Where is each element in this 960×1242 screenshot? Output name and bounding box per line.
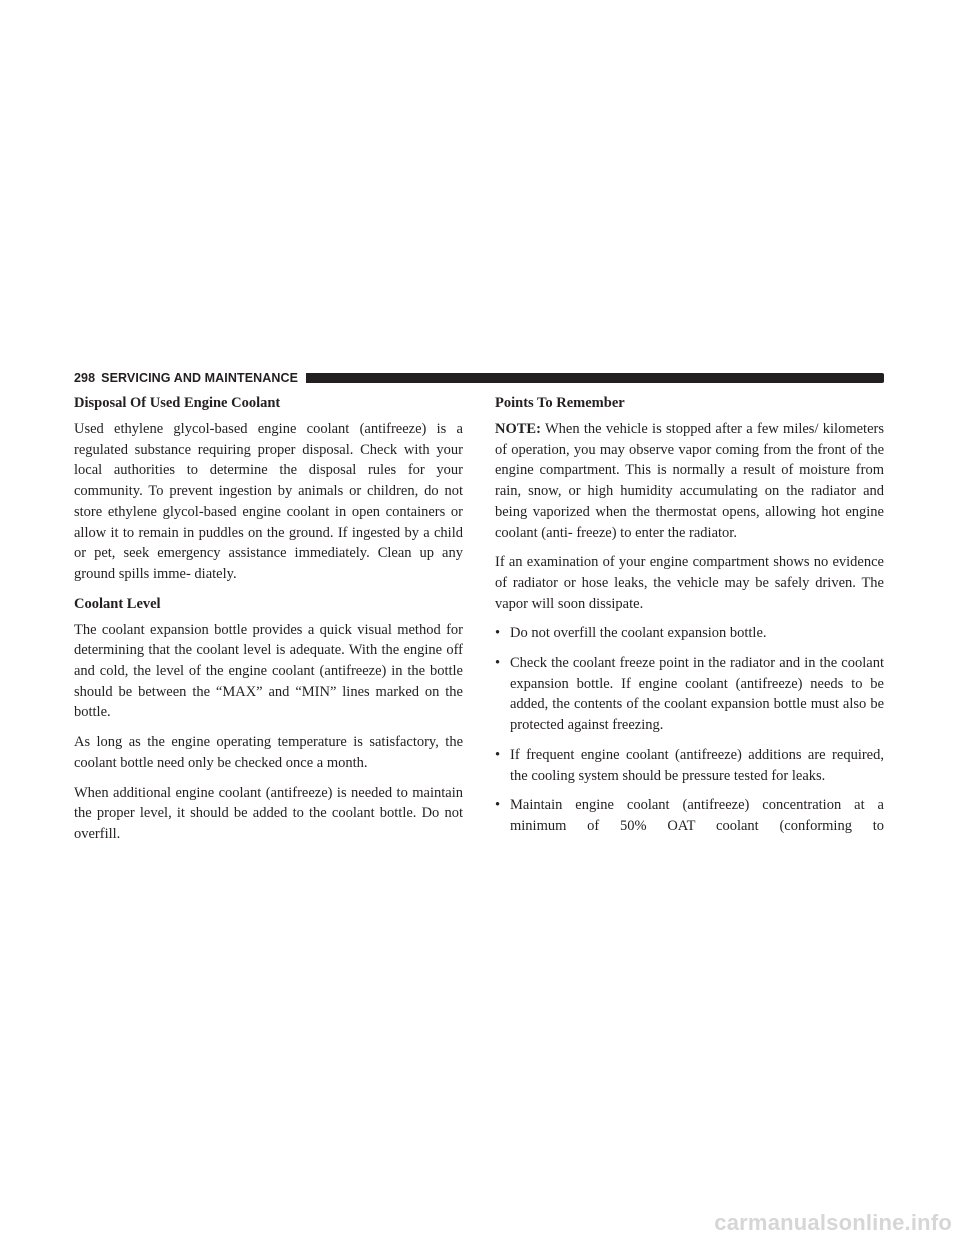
list-item bbox=[495, 795, 884, 836]
note-text: When the vehicle is stopped after a few miles/ kilometers of operation, you may observe vapor coming from the front of the engine compartment. This is normally a result of moisture from rain, snow, or high humidity accumulating on the radiator and being vaporized when the thermostat opens, allowing hot engine coolant (anti- freeze) to enter the radiator. bbox=[495, 421, 884, 541]
watermark: carmanualsonline.info bbox=[714, 1210, 952, 1235]
bullet-icon: • bbox=[495, 746, 501, 763]
page-header bbox=[74, 370, 884, 386]
list-item bbox=[495, 745, 884, 786]
list-item-text: Check the coolant freeze point in the radiator and in the coolant expansion bottle. If engine coolant (antifreeze) needs to be added, the contents of the coolant expansion bottle must also be protected against freezing. bbox=[510, 655, 884, 734]
paragraph-coolant-level-3: When additional engine coolant (antifreeze) is needed to maintain the proper level, it should be added to the coolant bottle. Do not overfill. bbox=[74, 784, 463, 842]
note-label: NOTE: bbox=[495, 421, 541, 437]
bullet-icon: • bbox=[495, 625, 501, 642]
list-item-text: If frequent engine coolant (antifreeze) additions are required, the cooling system should be pressure tested for leaks. bbox=[510, 746, 884, 784]
heading-points-to-remember: Points To Remember bbox=[495, 395, 625, 411]
bullet-icon: • bbox=[495, 655, 501, 672]
list-item bbox=[495, 653, 884, 736]
list-item-text: Maintain engine coolant (antifreeze) concentration at a minimum of 50% OAT coolant (conforming to bbox=[510, 797, 884, 834]
section-title: SERVICING AND MAINTENANCE bbox=[101, 371, 299, 385]
right-column bbox=[495, 393, 884, 846]
bullet-icon: • bbox=[495, 797, 501, 814]
bullet-list bbox=[495, 623, 884, 836]
left-column bbox=[74, 393, 463, 854]
paragraph-coolant-level-1: The coolant expansion bottle provides a quick visual method for determining that the coolant level is adequate. With the engine off and cold, the level of the engine coolant (antifreeze) in the bottle should be between the “MAX” and “MIN” lines marked on the bottle. bbox=[74, 621, 463, 721]
heading-coolant-level: Coolant Level bbox=[74, 595, 161, 612]
header-rule bbox=[306, 373, 884, 383]
list-item-text: Do not overfill the coolant expansion bottle. bbox=[510, 625, 767, 642]
paragraph-examination: If an examination of your engine compartment shows no evidence of radiator or hose leaks, the vehicle may be safely driven. The vapor will soon dissipate. bbox=[495, 554, 884, 612]
paragraph-coolant-level-2: As long as the engine operating temperature is satisfactory, the coolant bottle need only be checked once a month. bbox=[74, 734, 463, 771]
page-number: 298 bbox=[74, 371, 96, 385]
heading-disposal: Disposal Of Used Engine Coolant bbox=[74, 395, 281, 411]
note-paragraph bbox=[495, 419, 884, 543]
list-item bbox=[495, 623, 884, 644]
paragraph-disposal: Used ethylene glycol-based engine coolant (antifreeze) is a regulated substance requiring proper disposal. Check with your local authorities to determine the disposal rules for your community. To prevent ingestion by animals or children, do not store ethylene glycol-based engine coolant in open containers or allow it to remain in puddles on the ground. If ingested by a child or pet, seek emergency assistance immediately. Clean up any ground spills imme- diately. bbox=[74, 421, 463, 582]
